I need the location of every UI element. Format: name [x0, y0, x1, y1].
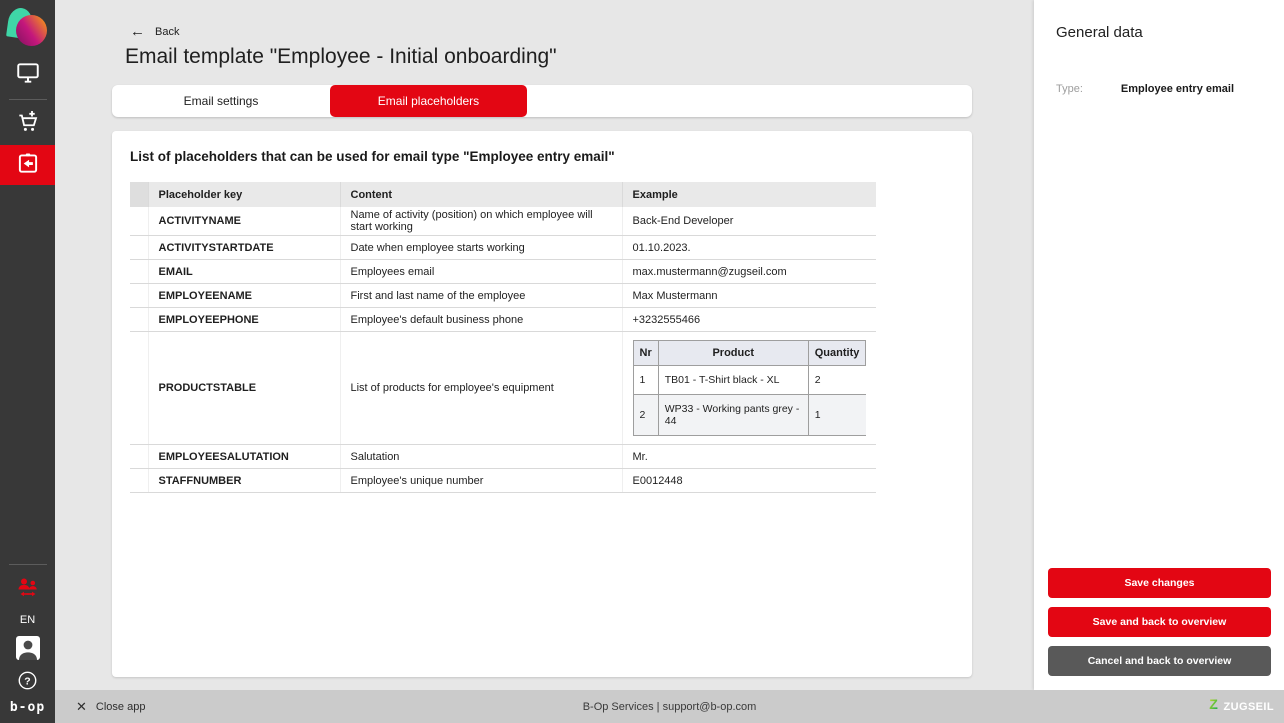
placeholder-key: ACTIVITYSTARTDATE: [148, 236, 340, 260]
placeholder-example: max.mustermann@zugseil.com: [622, 260, 876, 284]
sidebar-divider-bottom: [9, 564, 47, 565]
placeholder-key: ACTIVITYNAME: [148, 207, 340, 236]
placeholder-example: E0012448: [622, 469, 876, 493]
type-label: Type:: [1056, 83, 1083, 95]
placeholder-key: EMPLOYEESALUTATION: [148, 445, 340, 469]
panel-buttons: [1048, 568, 1271, 676]
avatar[interactable]: [16, 636, 40, 660]
tab-bar: [112, 85, 972, 117]
placeholders-card: [112, 131, 972, 677]
sidebar-item-user-transfer[interactable]: [0, 572, 55, 606]
header-example: Example: [622, 182, 876, 207]
svg-text:Z: Z: [1208, 697, 1218, 711]
table-header-row: [130, 182, 876, 207]
close-app-button[interactable]: [76, 699, 145, 715]
zugseil-brand: [1207, 697, 1274, 716]
table-row-productstable: [130, 332, 876, 445]
header-placeholder-key: Placeholder key: [148, 182, 340, 207]
save-and-back-button[interactable]: Save and back to overview: [1048, 607, 1271, 637]
sidebar-item-help[interactable]: [0, 672, 55, 694]
products-header-row: [633, 341, 866, 366]
panel-title: General data: [1056, 24, 1143, 41]
cart-plus-icon: [15, 109, 41, 140]
placeholder-key: EMPLOYEENAME: [148, 284, 340, 308]
language-switch[interactable]: EN: [19, 614, 36, 626]
products-header-nr: Nr: [633, 341, 658, 366]
table-row: [130, 236, 876, 260]
placeholder-content: Salutation: [340, 445, 622, 469]
sidebar: [0, 0, 55, 723]
placeholder-content: First and last name of the employee: [340, 284, 622, 308]
placeholder-content: Employee's default business phone: [340, 308, 622, 332]
page-title: Email template "Employee - Initial onboarding": [125, 45, 557, 68]
placeholder-example: +3232555466: [622, 308, 876, 332]
card-heading: List of placeholders that can be used for email type "Employee entry email": [130, 149, 615, 164]
placeholder-content: List of products for employee's equipment: [340, 332, 622, 445]
close-icon: ✕: [76, 698, 87, 714]
sidebar-divider: [9, 99, 47, 100]
header-content: Content: [340, 182, 622, 207]
save-changes-button[interactable]: Save changes: [1048, 568, 1271, 598]
general-data-panel: [1034, 0, 1284, 690]
app-logo[interactable]: [7, 6, 49, 48]
products-row: 2 WP33 - Working pants grey - 44 1: [633, 395, 866, 436]
products-example-table: [633, 340, 867, 436]
users-transfer-icon: [16, 575, 40, 604]
table-row: [130, 284, 876, 308]
zugseil-label: ZUGSEIL: [1223, 700, 1274, 713]
monitor-icon: [15, 60, 41, 91]
bop-logo: b-op: [9, 700, 46, 715]
placeholder-content: Employees email: [340, 260, 622, 284]
placeholder-content: Name of activity (position) on which employee will start working: [340, 207, 622, 236]
sidebar-item-monitor[interactable]: [0, 58, 55, 92]
type-row: [1034, 83, 1284, 95]
placeholder-key: PRODUCTSTABLE: [148, 332, 340, 445]
placeholder-example: Mr.: [622, 445, 876, 469]
header-lead-cell: [130, 182, 148, 207]
placeholder-example: Max Mustermann: [622, 284, 876, 308]
back-arrow-icon: ←: [130, 23, 145, 40]
table-row: [130, 207, 876, 236]
logo-orb-shape: [16, 15, 47, 46]
svg-text:?: ?: [24, 675, 31, 688]
help-icon: [17, 670, 38, 696]
table-row: [130, 260, 876, 284]
placeholder-example: Back-End Developer: [622, 207, 876, 236]
placeholder-content: Date when employee starts working: [340, 236, 622, 260]
table-row: [130, 308, 876, 332]
table-row: [130, 469, 876, 493]
main-content: [55, 0, 1034, 690]
back-label: Back: [155, 25, 180, 38]
placeholder-example: 01.10.2023.: [622, 236, 876, 260]
clipboard-import-icon: [15, 150, 41, 181]
sidebar-item-templates-active[interactable]: [0, 145, 55, 185]
sidebar-item-shop[interactable]: [0, 107, 55, 141]
placeholder-key: STAFFNUMBER: [148, 469, 340, 493]
tab-email-settings[interactable]: Email settings: [183, 94, 259, 108]
type-value: Employee entry email: [1120, 83, 1234, 95]
placeholder-key: EMPLOYEEPHONE: [148, 308, 340, 332]
placeholder-key: EMAIL: [148, 260, 340, 284]
footer-support-text: B-Op Services | support@b-op.com: [582, 700, 757, 713]
zugseil-z-icon: [1207, 697, 1220, 716]
tab-email-placeholders[interactable]: Email placeholders: [330, 85, 527, 117]
bottom-bar: [55, 690, 1284, 723]
placeholder-example: [622, 332, 876, 445]
products-row: 1 TB01 - T-Shirt black - XL 2: [633, 366, 866, 395]
placeholder-content: Employee's unique number: [340, 469, 622, 493]
placeholders-table: [130, 182, 876, 493]
table-row: [130, 445, 876, 469]
close-app-label: Close app: [95, 700, 146, 713]
products-header-product: Product: [658, 341, 808, 366]
products-header-quantity: Quantity: [808, 341, 866, 366]
back-button[interactable]: [130, 24, 179, 39]
cancel-and-back-button[interactable]: Cancel and back to overview: [1048, 646, 1271, 676]
